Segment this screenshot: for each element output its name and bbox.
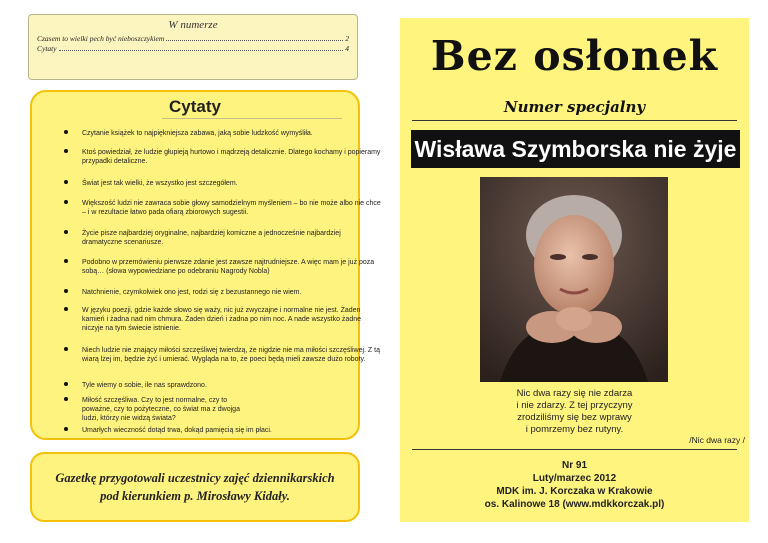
issue-number: Nr 91 xyxy=(561,460,587,471)
bullet-icon xyxy=(64,289,68,293)
quotes-title: Cytaty xyxy=(169,97,221,116)
toc-heading: W numerze xyxy=(168,19,218,31)
toc-entry-label: Cytaty xyxy=(37,44,57,53)
portrait-photo xyxy=(480,177,668,382)
bullet-icon xyxy=(64,259,68,263)
masthead-title: Bez osłonek xyxy=(430,32,719,80)
toc-entry[interactable] xyxy=(37,34,349,44)
quote-text: Większość ludzi nie zawraca sobie głowy samodzielnym myśleniem – bo nie może albo nie chce – i w rezultacie łatwo pada ofiarą zbiorowych sugestii. xyxy=(82,200,381,216)
bullet-icon xyxy=(64,382,68,386)
quote-text: Tyle wiemy o sobie, ile nas sprawdzono. xyxy=(82,382,207,389)
poem xyxy=(400,388,749,436)
masthead-subtitle: Numer specjalny xyxy=(503,98,646,116)
bullet-icon xyxy=(64,397,68,401)
quote-item xyxy=(82,129,382,138)
bullet-icon xyxy=(64,427,68,431)
quote-item xyxy=(82,199,382,217)
bullet-icon xyxy=(64,307,68,311)
portrait-image xyxy=(480,177,668,382)
cover-page xyxy=(400,18,749,522)
quote-item xyxy=(82,396,252,423)
bullet-icon xyxy=(64,347,68,351)
divider xyxy=(412,449,737,450)
quotes-title-rule xyxy=(162,118,342,119)
quotes-box xyxy=(30,90,381,440)
toc-entry-page: 4 xyxy=(345,44,349,53)
quote-item xyxy=(82,258,382,276)
toc-entry-page: 2 xyxy=(345,34,349,43)
toc-leader xyxy=(166,34,343,41)
bullet-icon xyxy=(64,130,68,134)
divider xyxy=(412,120,737,121)
bullet-icon xyxy=(64,230,68,234)
headline-text: Wisława Szymborska nie żyje xyxy=(414,135,737,162)
table-of-contents xyxy=(28,14,358,80)
poem-reference: /Nic dwa razy / xyxy=(689,435,745,445)
quote-text: Świat jest tak wielki, że wszystko jest szczegółem. xyxy=(82,180,238,187)
headline-banner xyxy=(411,130,740,168)
quote-text: Umarłych wieczność dotąd trwa, dokąd pamięcią się im płaci. xyxy=(82,427,272,434)
poem-line: i pomrzemy bez rutyny. xyxy=(525,424,624,435)
credit-line: pod kierunkiem p. Mirosławy Kidały. xyxy=(100,489,290,503)
toc-leader xyxy=(59,44,344,51)
quote-item xyxy=(82,229,382,247)
quote-item xyxy=(82,346,382,364)
issue-info xyxy=(400,459,749,511)
quote-text: Życie pisze najbardziej oryginalne, najbardziej komiczne a jednocześnie najbardziej dramatyczne scenariusze. xyxy=(82,230,341,246)
toc-entry[interactable] xyxy=(37,44,349,54)
publisher: MDK im. J. Korczaka w Krakowie xyxy=(496,486,653,497)
quote-text: Miłość szczęśliwa. Czy to jest normalne, czy to poważne, czy to pożyteczne, co świat ma z dwojga ludzi, którzy nie widzą świata? xyxy=(82,397,240,422)
publisher-address: os. Kalinowe 18 (www.mdkkorczak.pl) xyxy=(484,499,665,510)
quote-item xyxy=(82,288,382,297)
quote-text: Natchnienie, czymkolwiek ono jest, rodzi się z bezustannego nie wiem. xyxy=(82,289,302,296)
toc-entry-label: Czasem to wielki pech być nieboszczykiem xyxy=(37,34,165,43)
bullet-icon xyxy=(64,200,68,204)
quote-text: Podobno w przemówieniu pierwsze zdanie jest zawsze najtrudniejsze. A więc mam je już poza sobą… (słowa wypowiedziane po odebraniu Nagrody Nobla) xyxy=(82,259,375,275)
quote-text: W języku poezji, gdzie każde słowo się waży, nic już zwyczajne i normalne nie jest. Żaden kamień i żadna nad nim chmura. Żaden dzień i żadna po nim noc. A nade wszystko żadne niczyje na tym świecie istnienie. xyxy=(82,307,361,332)
issue-date: Luty/marzec 2012 xyxy=(532,473,617,484)
poem-line: zrodziliśmy się bez wprawy xyxy=(517,412,632,423)
quote-text: Niech ludzie nie znający miłości szczęśliwej twierdzą, że nigdzie nie ma miłości szczęśliwej. Z tą wiarą lżej im, będzie żyć i umierać. Wygląda na to, że poeci będą mieli zawsze dużo roboty. xyxy=(82,347,380,363)
quote-item xyxy=(82,306,382,333)
credit-box xyxy=(30,452,360,522)
poem-line: Nic dwa razy się nie zdarza xyxy=(516,388,633,399)
bullet-icon xyxy=(64,149,68,153)
poem-line: i nie zdarzy. Z tej przyczyny xyxy=(516,400,633,411)
quote-item xyxy=(82,381,382,390)
quote-item xyxy=(82,426,382,435)
bullet-icon xyxy=(64,180,68,184)
quote-item xyxy=(82,179,382,188)
credit-line: Gazetkę przygotowali uczestnicy zajęć dziennikarskich xyxy=(55,471,335,485)
quote-text: Czytanie książek to najpiękniejsza zabawa, jaką sobie ludzkość wymyśliła. xyxy=(82,130,313,137)
quote-text: Ktoś powiedział, że ludzie głupieją hurtowo i mądrzeją detalicznie. Dlatego kochamy i popieramy przypadki detaliczne. xyxy=(82,149,381,165)
quote-item xyxy=(82,148,382,166)
